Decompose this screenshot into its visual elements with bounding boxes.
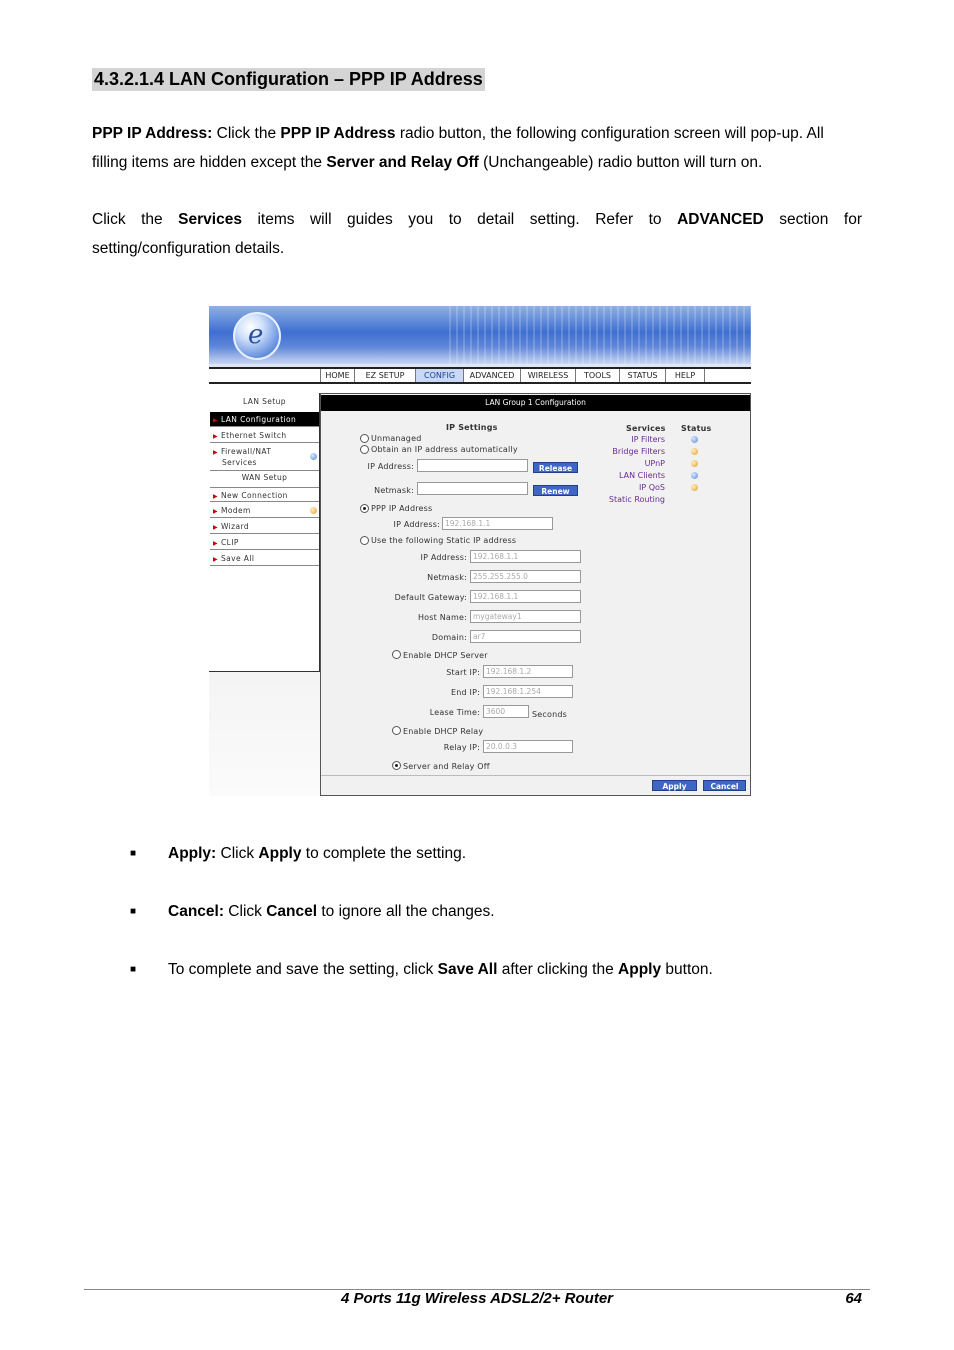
sidebar	[209, 393, 320, 672]
service-link-ip-filters[interactable]: IP Filters	[631, 435, 665, 444]
radio-dhcp-server[interactable]	[392, 650, 401, 659]
label-dhcp-relay: Enable DHCP Relay	[403, 727, 484, 736]
sidebar-item-save-all[interactable]: ▶ Save All	[210, 551, 319, 566]
release-button[interactable]: Release	[533, 462, 578, 473]
status-dot-icon	[691, 460, 698, 467]
status-dot-icon	[691, 436, 698, 443]
tab-status[interactable]: STATUS	[619, 369, 665, 382]
router-config-screenshot	[209, 306, 751, 796]
radio-static-ip[interactable]	[360, 536, 369, 545]
label-end-ip: End IP:	[450, 688, 480, 697]
label-static-netmask: Netmask:	[427, 573, 467, 582]
netmask-field[interactable]	[417, 482, 528, 495]
bullet-icon: ■	[130, 848, 137, 859]
services-paragraph: Click the Services items will guides you to detail setting. Refer to ADVANCED section for	[92, 211, 862, 228]
label-static-ip-address: IP Address:	[420, 553, 467, 562]
status-dot-icon	[691, 472, 698, 479]
tab-home[interactable]: HOME	[320, 369, 354, 382]
label-server-relay-off: Server and Relay Off	[403, 762, 490, 771]
label-lease-time: Lease Time:	[429, 708, 480, 717]
sidebar-heading-wan: WAN Setup	[241, 473, 288, 482]
ppp-ip-field[interactable]: 192.168.1.1	[442, 517, 553, 530]
radio-ppp-ip[interactable]	[360, 504, 369, 513]
radio-unmanaged[interactable]	[360, 434, 369, 443]
config-panel	[320, 393, 751, 796]
sidebar-item-modem[interactable]: ▶ Modem	[210, 503, 319, 518]
term-ppp-ip: PPP IP Address:	[92, 125, 213, 142]
sidebar-item-ethernet-switch[interactable]: ▶ Ethernet Switch	[210, 428, 319, 443]
tab-wireless[interactable]: WIRELESS	[520, 369, 575, 382]
cancel-button[interactable]: Cancel	[703, 780, 746, 791]
label-dhcp-server: Enable DHCP Server	[403, 651, 488, 660]
sidebar-item-lan-configuration[interactable]: ▶ LAN Configuration	[210, 412, 319, 427]
sidebar-item-clip[interactable]: ▶ CLIP	[210, 535, 319, 550]
ip-address-field[interactable]	[417, 459, 528, 472]
status-dot-icon	[691, 484, 698, 491]
host-name-field[interactable]: mygateway1	[470, 610, 581, 623]
label-start-ip: Start IP:	[446, 668, 480, 677]
label-ip-address: IP Address:	[367, 462, 414, 471]
bullet-icon: ■	[130, 906, 137, 917]
start-ip-field[interactable]: 192.168.1.2	[483, 665, 573, 678]
service-link-bridge-filters[interactable]: Bridge Filters	[612, 447, 665, 456]
radio-dhcp-relay[interactable]	[392, 726, 401, 735]
service-link-ip-qos[interactable]: IP QoS	[639, 483, 665, 492]
ip-settings-heading: IP Settings	[446, 423, 498, 432]
bullet-icon: ■	[130, 964, 137, 975]
radio-obtain-auto[interactable]	[360, 445, 369, 454]
static-netmask-field[interactable]: 255.255.255.0	[470, 570, 581, 583]
services-paragraph-line2: setting/configuration details.	[92, 240, 285, 257]
tab-advanced[interactable]: ADVANCED	[463, 369, 520, 382]
renew-button[interactable]: Renew	[533, 485, 578, 496]
status-dot-icon	[310, 507, 317, 514]
label-domain: Domain:	[431, 633, 467, 642]
action-bar	[321, 775, 750, 795]
sidebar-heading-lan: LAN Setup	[243, 397, 286, 406]
service-link-upnp[interactable]: UPnP	[644, 459, 665, 468]
lease-time-field[interactable]: 3600	[483, 705, 529, 718]
section-heading: 4.3.2.1.4 LAN Configuration – PPP IP Address	[94, 69, 483, 89]
tab-config[interactable]: CONFIG	[415, 369, 463, 382]
status-dot-icon	[691, 448, 698, 455]
top-nav	[209, 367, 751, 384]
radio-server-relay-off[interactable]	[392, 761, 401, 770]
label-ppp-ip: PPP IP Address	[371, 504, 433, 513]
label-ppp-ip-address: IP Address:	[393, 520, 440, 529]
panel-title: LAN Group 1 Configuration	[321, 395, 750, 411]
sidebar-item-new-connection[interactable]: ▶ New Connection	[210, 487, 319, 502]
status-heading: Status	[681, 424, 712, 433]
label-relay-ip: Relay IP:	[443, 743, 480, 752]
services-heading: Services	[626, 424, 666, 433]
status-dot-icon	[310, 453, 317, 460]
domain-field[interactable]: ar7	[470, 630, 581, 643]
footer-title: 4 Ports 11g Wireless ADSL2/2+ Router	[340, 1290, 614, 1307]
static-ip-field[interactable]: 192.168.1.1	[470, 550, 581, 563]
sidebar-item-firewall-nat[interactable]: ▶ Firewall/NAT Services	[210, 444, 319, 471]
label-obtain-auto: Obtain an IP address automatically	[371, 445, 518, 454]
tab-ez-setup[interactable]: EZ SETUP	[354, 369, 415, 382]
label-static-ip: Use the following Static IP address	[371, 536, 517, 545]
bullet-cancel: Cancel: Click Cancel to ignore all the changes.	[168, 903, 495, 920]
default-gateway-field[interactable]: 192.168.1.1	[470, 590, 581, 603]
label-host-name: Host Name:	[417, 613, 467, 622]
service-link-static-routing[interactable]: Static Routing	[608, 495, 665, 504]
end-ip-field[interactable]: 192.168.1.254	[483, 685, 573, 698]
label-unmanaged: Unmanaged	[371, 434, 422, 443]
bullet-save-all: To complete and save the setting, click Save All after clicking the Apply button.	[168, 961, 713, 978]
tab-help[interactable]: HELP	[665, 369, 705, 382]
service-link-lan-clients[interactable]: LAN Clients	[619, 471, 665, 480]
label-default-gateway: Default Gateway:	[394, 593, 467, 602]
intro-paragraph: PPP IP Address: Click the PPP IP Address radio button, the following configuration screen will pop-up. All filling items are hidden except the Server and Relay Off (Unchangeable) radio button will turn on.	[92, 125, 824, 171]
sidebar-item-wizard[interactable]: ▶ Wizard	[210, 519, 319, 534]
page-number: 64	[845, 1290, 862, 1307]
brand-logo-icon: e	[233, 312, 281, 360]
bullet-apply: Apply: Click Apply to complete the setting.	[168, 845, 467, 862]
tab-tools[interactable]: TOOLS	[575, 369, 619, 382]
label-seconds: Seconds	[532, 710, 568, 719]
relay-ip-field[interactable]: 20.0.0.3	[483, 740, 573, 753]
apply-button[interactable]: Apply	[652, 780, 697, 791]
label-netmask: Netmask:	[374, 486, 414, 495]
banner	[209, 306, 751, 364]
